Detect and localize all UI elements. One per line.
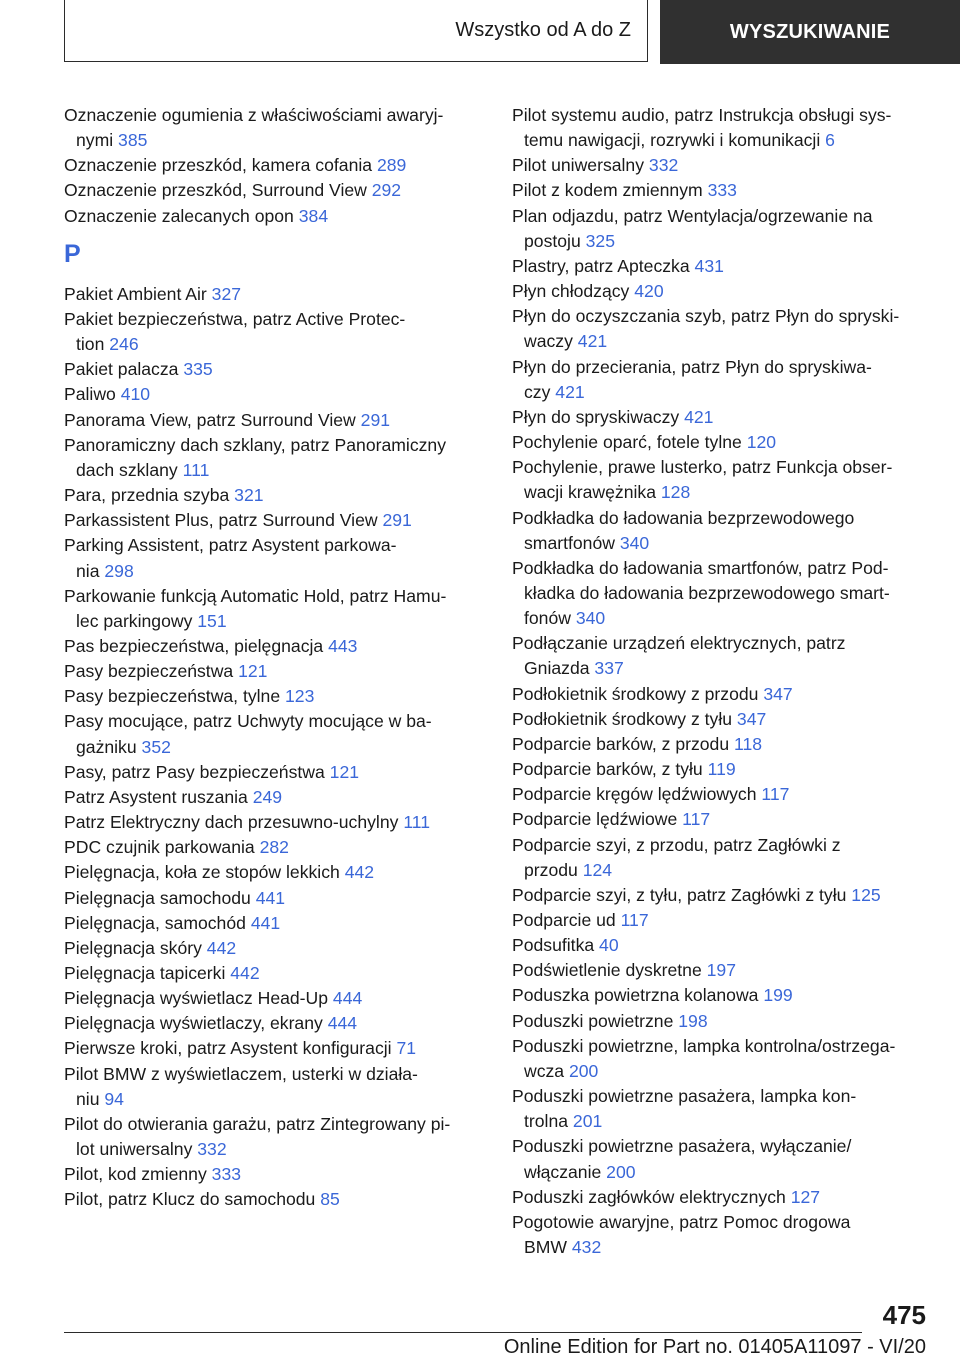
index-entry-text: Pielęgnacja skóry <box>64 937 202 958</box>
page-reference-link[interactable]: 117 <box>620 910 649 930</box>
index-entry-text: Pilot z kodem zmiennym <box>512 180 703 201</box>
page-reference-link[interactable]: 120 <box>746 432 777 453</box>
index-entry <box>64 886 484 911</box>
index-entry-text: Panoramiczny dach szklany, patrz Panoramiczny <box>64 434 447 455</box>
index-entry-text: Podparcie szyi, z przodu, patrz Zagłówki z <box>512 834 841 855</box>
page-reference-link[interactable]: 327 <box>211 283 242 304</box>
index-entry-text: Pilot uniwersalny <box>512 155 645 176</box>
page-reference-link[interactable]: 384 <box>298 205 329 226</box>
index-entry-text: Pakiet Ambient Air <box>64 283 207 304</box>
index-entry-text: Pielęgnacja tapicerki <box>64 963 226 983</box>
index-entry-text: Pasy, patrz Pasy bezpieczeństwa <box>64 761 325 782</box>
page-reference-link[interactable]: 385 <box>118 130 148 151</box>
index-entry-text: Plastry, patrz Apteczka <box>512 255 690 276</box>
index-column-right <box>512 103 932 1260</box>
index-entry-text: temu nawigacji, rozrywki i komunikacji <box>524 130 821 151</box>
page-reference-link[interactable]: 444 <box>332 988 363 1009</box>
index-entry-text: Oznaczenie ogumienia z właściwościami awaryj- <box>64 105 444 125</box>
index-entry <box>64 810 484 835</box>
index-entry-text: Pochylenie, prawe lusterko, patrz Funkcja obser- <box>512 457 893 478</box>
index-entry <box>64 153 484 178</box>
page-reference-link[interactable]: 117 <box>761 784 790 805</box>
page-reference-link[interactable]: 40 <box>599 935 619 956</box>
index-entry-text: BMW <box>524 1237 567 1258</box>
index-entry-text: Parkassistent Plus, patrz Surround View <box>64 510 378 531</box>
index-entry-text: Pochylenie oparć, fotele tylne <box>512 432 742 453</box>
index-entry-text: Podłokietnik środkowy z tyłu <box>512 708 733 729</box>
index-entry-text: Pakiet bezpieczeństwa, patrz Active Protec- <box>64 308 406 329</box>
index-entry <box>512 807 932 832</box>
page-header <box>0 0 960 64</box>
page-reference-link[interactable]: 121 <box>238 661 268 682</box>
index-entry-text: Pasy mocujące, patrz Uchwyty mocujące w ba- <box>64 711 432 732</box>
index-entry-text: lec parkingowy <box>76 610 193 631</box>
index-entry-text: Pilot BMW z wyświetlaczem, usterki w działa- <box>64 1063 418 1084</box>
index-entry <box>512 983 932 1008</box>
index-entry-text: Patrz Asystent ruszania <box>64 786 248 807</box>
index-entry <box>64 860 484 885</box>
index-entry-text: fonów <box>524 608 571 629</box>
index-entry <box>64 1187 484 1212</box>
page-reference-link[interactable]: 199 <box>763 985 793 1006</box>
index-entry <box>64 709 484 759</box>
page-reference-link[interactable]: 291 <box>382 510 412 531</box>
page-reference-link[interactable]: 333 <box>707 180 737 201</box>
page-reference-link[interactable]: 118 <box>734 733 763 754</box>
page-reference-link[interactable]: 340 <box>619 532 650 553</box>
page-reference-link[interactable]: 200 <box>606 1161 636 1182</box>
index-entry <box>64 408 484 433</box>
page-reference-link[interactable]: 321 <box>234 485 264 506</box>
index-entry <box>64 357 484 382</box>
index-entry <box>512 1034 932 1084</box>
index-entry <box>512 1084 932 1134</box>
page-reference-link[interactable]: 333 <box>211 1164 242 1185</box>
index-entry-text: Płyn do oczyszczania szyb, patrz Płyn do spryski- <box>512 306 900 327</box>
index-entry <box>64 659 484 684</box>
index-entry-text: Płyn do spryskiwaczy <box>512 406 680 427</box>
index-entry <box>512 430 932 455</box>
index-entry-text: Pielęgnacja wyświetlaczy, ekrany <box>64 1013 323 1034</box>
index-entry-text: Poduszki zagłówków elektrycznych <box>512 1186 786 1207</box>
page-reference-link[interactable]: 421 <box>684 406 714 427</box>
index-entry-text: lot uniwersalny <box>76 1139 193 1160</box>
index-entry-text: Podparcie kręgów lędźwiowych <box>512 784 757 805</box>
index-entry <box>512 933 932 958</box>
page-number: 475 <box>882 1300 926 1330</box>
section-letter: P <box>64 239 81 268</box>
index-entry <box>512 958 932 983</box>
index-entry <box>64 433 484 483</box>
index-entry-text: smartfonów <box>524 532 615 553</box>
index-entry-text: Płyn chłodzący <box>512 281 630 302</box>
index-entry-text: Podparcie barków, z przodu <box>512 733 730 754</box>
index-entry <box>64 684 484 709</box>
page-reference-link[interactable]: 444 <box>327 1013 358 1034</box>
index-entry <box>64 835 484 860</box>
page-reference-link[interactable]: 442 <box>230 963 260 983</box>
index-entry-text: Parkowanie funkcją Automatic Hold, patrz Hamu- <box>64 585 447 606</box>
index-entry-text: Pilot do otwierania garażu, patrz Zintegrowany pi- <box>64 1113 451 1134</box>
index-entry <box>64 103 484 153</box>
index-entry <box>64 1036 484 1061</box>
index-entry-text: nymi <box>76 130 114 151</box>
index-entry <box>64 1011 484 1036</box>
index-entry-text: włączanie <box>524 1161 602 1182</box>
index-entry-text: Pierwsze kroki, patrz Asystent konfiguracji <box>64 1038 392 1059</box>
page-reference-link[interactable]: 352 <box>141 736 171 757</box>
page-reference-link[interactable]: 94 <box>104 1088 124 1109</box>
index-entry <box>512 782 932 807</box>
index-entry <box>64 986 484 1011</box>
index-entry <box>64 508 484 533</box>
page-reference-link[interactable]: 246 <box>109 334 139 355</box>
index-entry <box>512 405 932 430</box>
index-entry-text: kładka do ładowania bezprzewodowego smart- <box>524 582 890 603</box>
index-entry-text: waczy <box>524 331 573 352</box>
page-reference-link[interactable]: 291 <box>360 409 391 430</box>
index-entry-text: Podparcie lędźwiowe <box>512 809 678 830</box>
index-entry <box>512 682 932 707</box>
index-entry-text: Podparcie ud <box>512 910 616 930</box>
page-reference-link[interactable]: 432 <box>571 1237 602 1258</box>
page-reference-link[interactable]: 127 <box>790 1186 821 1207</box>
index-entry-text: Patrz Elektryczny dach przesuwno-uchylny <box>64 812 399 833</box>
page-reference-link[interactable]: 197 <box>706 960 736 981</box>
index-entry <box>512 732 932 757</box>
index-entry <box>512 304 932 354</box>
index-entry <box>512 757 932 782</box>
page-reference-link[interactable]: 119 <box>707 759 736 780</box>
index-entry-text: Poduszki powietrzne, lampka kontrolna/ostrzega- <box>512 1035 896 1056</box>
index-entry-text: Podparcie barków, z tyłu <box>512 759 703 780</box>
page-reference-link[interactable]: 421 <box>555 381 585 402</box>
index-entry <box>64 1162 484 1187</box>
index-entry <box>512 279 932 304</box>
index-entry-text: wcza <box>524 1060 565 1081</box>
page-reference-link[interactable]: 337 <box>594 658 624 679</box>
page-reference-link[interactable]: 200 <box>568 1060 599 1081</box>
page-reference-link[interactable]: 124 <box>582 859 613 880</box>
index-entry-text: Plan odjazdu, patrz Wentylacja/ogrzewanie na <box>512 205 873 226</box>
index-entry <box>64 961 484 986</box>
index-column-left <box>64 103 484 1213</box>
index-entry <box>64 1062 484 1112</box>
page-reference-link[interactable]: 410 <box>120 384 151 405</box>
page-reference-link[interactable]: 347 <box>736 708 767 729</box>
page-reference-link[interactable]: 125 <box>851 884 881 905</box>
index-entry-text: Pogotowie awaryjne, patrz Pomoc drogowa <box>512 1211 851 1232</box>
index-entry-text: Pilot, kod zmienny <box>64 1164 207 1185</box>
index-entry-text: Pakiet palacza <box>64 359 179 380</box>
index-entry-text: dach szklany <box>76 459 178 480</box>
page-reference-link[interactable]: 117 <box>682 809 711 830</box>
index-entry <box>512 178 932 203</box>
index-entry-text: Poduszki powietrzne pasażera, wyłączanie/ <box>512 1136 852 1157</box>
index-entry <box>64 483 484 508</box>
index-entry-text: trolna <box>524 1111 569 1132</box>
index-entry-text: Paliwo <box>64 384 116 405</box>
index-entry <box>512 204 932 254</box>
index-entry <box>512 556 932 631</box>
index-entry-text: nia <box>76 560 100 581</box>
page-reference-link[interactable]: 420 <box>634 281 664 302</box>
index-entry-text: Oznaczenie przeszkód, kamera cofania <box>64 155 373 176</box>
tab-search[interactable] <box>660 0 960 64</box>
index-entry-text: Pasy bezpieczeństwa <box>64 661 234 682</box>
index-entry <box>512 908 932 933</box>
tab-search-label: WYSZUKIWANIE <box>729 20 891 43</box>
index-entry <box>64 634 484 659</box>
index-entry-text: Gniazda <box>524 658 590 679</box>
index-entry-text: przodu <box>524 859 578 880</box>
index-entry <box>512 1009 932 1034</box>
page-reference-link[interactable]: 85 <box>320 1189 340 1210</box>
index-entry <box>512 631 932 681</box>
index-entry-text: Podłokietnik środkowy z przodu <box>512 683 759 704</box>
index-entry-text: niu <box>76 1088 100 1109</box>
index-entry-text: Oznaczenie zalecanych opon <box>64 205 294 226</box>
index-entry-text: Poduszki powietrzne pasażera, lampka kon- <box>512 1086 857 1107</box>
index-entry-text: tion <box>76 334 105 355</box>
page-reference-link[interactable]: 325 <box>585 230 615 251</box>
page-reference-link[interactable]: 71 <box>396 1038 417 1059</box>
index-entry-text: Podkładka do ładowania bezprzewodowego <box>512 507 855 528</box>
index-entry <box>512 355 932 405</box>
page-reference-link[interactable]: 111 <box>182 459 210 480</box>
index-entry-text: Podsufitka <box>512 935 595 956</box>
index-entry <box>512 883 932 908</box>
page-reference-link[interactable]: 332 <box>197 1139 227 1160</box>
index-entry <box>512 103 932 153</box>
index-entry-text: wacji krawężnika <box>524 482 656 503</box>
index-entry <box>64 282 484 307</box>
index-entry <box>64 936 484 961</box>
index-entry <box>64 785 484 810</box>
index-entry-text: Para, przednia szyba <box>64 485 230 506</box>
page-reference-link[interactable]: 340 <box>575 608 606 629</box>
page-reference-link[interactable]: 442 <box>344 862 375 883</box>
index-entry-text: Pielęgnacja, samochód <box>64 912 246 933</box>
page-reference-link[interactable]: 6 <box>825 130 835 151</box>
index-entry-text: gażniku <box>76 736 137 757</box>
index-entry <box>64 382 484 407</box>
tab-a-to-z[interactable] <box>64 0 648 62</box>
index-entry <box>512 1134 932 1184</box>
index-entry-text: Płyn do przecierania, patrz Płyn do spryskiwa- <box>512 356 872 377</box>
page-reference-link[interactable]: 151 <box>197 610 227 631</box>
page-reference-link[interactable]: 289 <box>376 155 407 176</box>
index-entry <box>64 760 484 785</box>
page-reference-link[interactable]: 347 <box>763 683 793 704</box>
footer-edition: Online Edition for Part no. 01405A11097 - VI/20 <box>503 1336 926 1358</box>
index-entry-text: Podświetlenie dyskretne <box>512 960 702 981</box>
page-reference-link[interactable]: 421 <box>577 331 608 352</box>
index-entry-text: Pilot systemu audio, patrz Instrukcja obsługi sys- <box>512 105 892 125</box>
page-reference-link[interactable]: 123 <box>285 686 315 707</box>
index-entry-text: Panorama View, patrz Surround View <box>64 409 356 430</box>
index-entry-text: Pielęgnacja samochodu <box>64 887 251 908</box>
page-reference-link[interactable]: 292 <box>371 180 402 201</box>
index-entry-text: Podkładka do ładowania smartfonów, patrz Pod- <box>512 557 889 578</box>
page-reference-link[interactable]: 332 <box>648 155 679 176</box>
index-entry <box>512 1185 932 1210</box>
page-reference-link[interactable]: 335 <box>183 359 213 380</box>
page-reference-link[interactable]: 249 <box>252 786 283 807</box>
index-entry-text: Pielęgnacja, koła ze stopów lekkich <box>64 862 340 883</box>
page-reference-link[interactable]: 441 <box>255 887 286 908</box>
index-entry-text: Oznaczenie przeszkód, Surround View <box>64 180 367 201</box>
index-entry <box>512 707 932 732</box>
index-entry <box>64 178 484 203</box>
index-entry <box>64 204 484 229</box>
index-entry <box>512 1210 932 1260</box>
index-entry <box>64 1112 484 1162</box>
index-entry <box>512 153 932 178</box>
page-reference-link[interactable]: 431 <box>694 255 724 276</box>
footer-divider <box>64 1332 862 1333</box>
index-entry-text: Podłączanie urządzeń elektrycznych, patrz <box>512 633 846 654</box>
index-entry-text: Pas bezpieczeństwa, pielęgnacja <box>64 635 324 656</box>
page-reference-link[interactable]: 441 <box>250 912 281 933</box>
index-entry-text: Podparcie szyi, z tyłu, patrz Zagłówki z tyłu <box>512 884 847 905</box>
index-entry-text: Pilot, patrz Klucz do samochodu <box>64 1189 316 1210</box>
index-entry-text: Poduszki powietrzne <box>512 1010 674 1031</box>
page-reference-link[interactable]: 111 <box>403 812 431 833</box>
index-entry-text: Pasy bezpieczeństwa, tylne <box>64 686 281 707</box>
index-entry <box>64 911 484 936</box>
index-entry <box>512 833 932 883</box>
index-entry <box>64 307 484 357</box>
index-entry <box>64 533 484 583</box>
page-reference-link[interactable]: 443 <box>328 635 358 656</box>
index-entry-text: Parking Assistent, patrz Asystent parkowa- <box>64 535 397 556</box>
index-entry-text: Pielęgnacja wyświetlacz Head-Up <box>64 988 329 1009</box>
page-reference-link[interactable]: 201 <box>572 1111 603 1132</box>
index-entry <box>64 584 484 634</box>
page-reference-link[interactable]: 198 <box>678 1010 708 1031</box>
index-entry <box>512 254 932 279</box>
index-entry-text: Poduszka powietrzna kolanowa <box>512 985 759 1006</box>
index-entry-text: postoju <box>524 230 581 251</box>
index-entry <box>512 506 932 556</box>
index-entry-text: czy <box>524 381 551 402</box>
page-reference-link[interactable]: 128 <box>660 482 691 503</box>
page-reference-link[interactable]: 298 <box>104 560 134 581</box>
page-reference-link[interactable]: 282 <box>259 837 289 858</box>
page-reference-link[interactable]: 121 <box>329 761 360 782</box>
index-entry-text: PDC czujnik parkowania <box>64 837 255 858</box>
page-reference-link[interactable]: 442 <box>206 937 237 958</box>
index-entry <box>512 455 932 505</box>
tab-a-to-z-label: Wszystko od A do Z <box>455 19 631 41</box>
